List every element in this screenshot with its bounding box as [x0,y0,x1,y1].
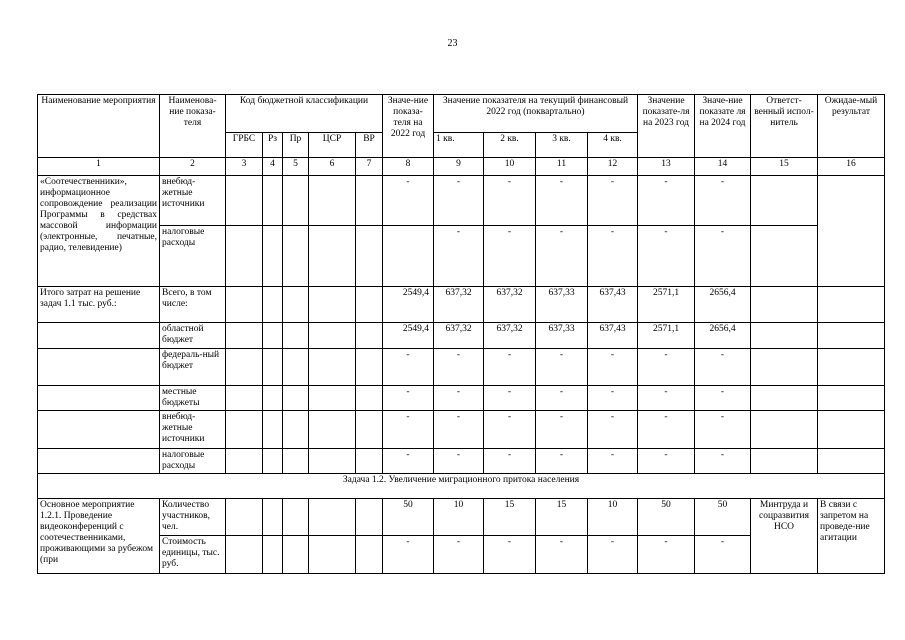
header-executor: Ответст-венный испол-нитель [751,95,818,158]
activity-cell: «Соотечественники», информационное сопровождение реализации Программы в средствах массовой информации (электронные, печатные, радио, телевидение) [38,176,160,287]
value-cell: - [536,226,588,287]
value-cell: 637,33 [536,287,588,323]
executor-cell: Минтруда и соцразвития НСО [751,499,818,574]
header-activity: Наименование мероприятия [38,95,160,158]
indicator-cell: областной бюджет [160,323,226,349]
total-label: Итого затрат на решение задач 1.1 тыс. руб.: [38,287,160,323]
header-rz: Рз [263,133,283,158]
value-cell: - [434,176,484,226]
indicator-cell: налоговые расходы [160,226,226,287]
value-cell: 637,32 [434,323,484,349]
value-cell: - [383,411,434,449]
value-cell: - [484,226,536,287]
col-number: 13 [638,158,695,176]
header-result: Ожидае-мый результат [818,95,885,158]
value-cell: 637,32 [484,323,536,349]
header-grbs: ГРБС [226,133,263,158]
header-q2: 2 кв. [484,133,536,158]
header-value-2024: Значе-ние показате ля на 2024 год [695,95,751,158]
indicator-cell: внебюд-жетные источники [160,176,226,226]
value-cell: 637,43 [588,323,638,349]
header-q4: 4 кв. [588,133,638,158]
table-row [38,499,885,536]
value-cell: 15 [536,499,588,536]
value-cell: - [536,411,588,449]
value-cell: 2549,4 [383,323,434,349]
table-row [38,449,885,474]
value-cell: - [588,411,638,449]
value-cell: 10 [434,499,484,536]
value-cell: - [434,386,484,411]
value-cell: 2656,4 [695,323,751,349]
col-number: 3 [226,158,263,176]
value-cell: - [484,386,536,411]
value-cell: - [434,411,484,449]
value-cell: 637,33 [536,323,588,349]
col-number: 15 [751,158,818,176]
value-cell: - [536,449,588,474]
value-cell: - [536,176,588,226]
indicator-cell: Стоимость единицы, тыс. руб. [160,536,226,574]
header-q3: 3 кв. [536,133,588,158]
value-cell: - [588,176,638,226]
value-cell: - [638,536,695,574]
value-cell: - [695,536,751,574]
value-cell: 637,32 [434,287,484,323]
value-cell: - [638,386,695,411]
value-cell: 637,43 [588,287,638,323]
value-cell: - [484,176,536,226]
value-cell: - [383,536,434,574]
value-cell: 50 [638,499,695,536]
value-cell: - [588,536,638,574]
value-cell: 50 [695,499,751,536]
header-value-2022: Значе-ние показа-теля на 2022 год [383,95,434,158]
value-cell: - [383,349,434,386]
value-cell: - [383,386,434,411]
activity-cell: Основное мероприятие 1.2.1. Проведение видеоконференций с соотечественниками, проживающими за рубежом (при [38,499,160,574]
value-cell: - [484,536,536,574]
indicator-cell: внебюд-жетные источники [160,411,226,449]
col-number: 16 [818,158,885,176]
header-pr: Пр [283,133,309,158]
indicator-cell: Всего, в том числе: [160,287,226,323]
value-cell: 15 [484,499,536,536]
value-cell: 10 [588,499,638,536]
value-cell: - [434,449,484,474]
value-cell: - [383,449,434,474]
value-cell: 2571,1 [638,323,695,349]
value-cell: - [536,349,588,386]
col-number: 8 [383,158,434,176]
task-title: Задача 1.2. Увеличение миграционного притока населения [38,474,885,499]
value-cell: 2549,4 [383,287,434,323]
value-cell: - [695,411,751,449]
indicator-cell: налоговые расходы [160,449,226,474]
value-cell: - [638,349,695,386]
col-number: 5 [283,158,309,176]
budget-table [37,94,885,574]
value-cell: - [484,449,536,474]
col-number: 14 [695,158,751,176]
value-cell: - [695,176,751,226]
value-cell: - [695,226,751,287]
result-cell: В связи с запретом на проведе-ние агитации [818,499,885,574]
value-cell: - [484,349,536,386]
value-cell: - [434,226,484,287]
header-value-2023: Значение показате-ля на 2023 год [638,95,695,158]
value-cell: 2571,1 [638,287,695,323]
header-q1: 1 кв. [434,133,484,158]
header-csr: ЦСР [309,133,356,158]
header-budget-code: Код бюджетной классификации [226,95,383,133]
table-row [38,323,885,349]
value-cell: 637,32 [484,287,536,323]
table-row [38,411,885,449]
col-number: 9 [434,158,484,176]
value-cell: - [588,386,638,411]
table-row [38,386,885,411]
header-vr: ВР [356,133,383,158]
value-cell: - [484,411,536,449]
col-number: 12 [588,158,638,176]
value-cell: - [383,176,434,226]
value-cell: - [695,449,751,474]
value-cell: 2656,4 [695,287,751,323]
indicator-cell: Количество участников, чел. [160,499,226,536]
table-row [38,176,885,226]
col-number: 10 [484,158,536,176]
indicator-cell: федераль-ный бюджет [160,349,226,386]
value-cell: - [695,386,751,411]
value-cell: - [536,386,588,411]
header-row [38,95,885,133]
indicator-cell: местные бюджеты [160,386,226,411]
value-cell: - [638,411,695,449]
value-cell: - [588,349,638,386]
col-number: 6 [309,158,356,176]
value-cell: 50 [383,499,434,536]
column-number-row [38,158,885,176]
table-row [38,226,885,287]
value-cell: - [434,349,484,386]
col-number: 1 [38,158,160,176]
col-number: 7 [356,158,383,176]
value-cell: - [536,536,588,574]
page-number: 23 [447,38,458,49]
table-row [38,287,885,323]
task-row [38,474,885,499]
value-cell: - [638,226,695,287]
value-cell: - [588,226,638,287]
header-current-year: Значение показателя на текущий финансовый 2022 год (поквартально) [434,95,638,133]
value-cell: - [638,449,695,474]
col-number: 11 [536,158,588,176]
col-number: 2 [160,158,226,176]
value-cell: - [695,349,751,386]
col-number: 4 [263,158,283,176]
value-cell: - [638,176,695,226]
value-cell: - [434,536,484,574]
table-row [38,349,885,386]
value-cell: - [588,449,638,474]
header-indicator: Наименова-ние показа-теля [160,95,226,158]
